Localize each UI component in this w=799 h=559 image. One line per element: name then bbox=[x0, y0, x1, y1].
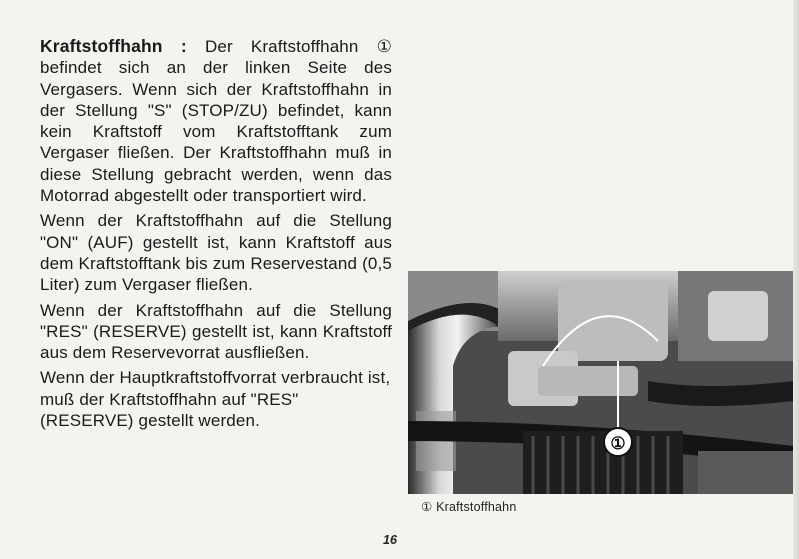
figure-caption: ① Kraftstoffhahn bbox=[421, 500, 517, 514]
body-text bbox=[40, 36, 392, 435]
paragraph-2: Wenn der Kraftstoffhahn auf die Stellung "ON" (AUF) gestellt ist, kann Kraftstoff aus dem Kraftstofftank bis zum Reservestand (0,5 Liter) zum Vergaser fließen. bbox=[40, 211, 392, 295]
paragraph-3: Wenn der Kraftstoffhahn auf die Stellung "RES" (RESERVE) gestellt ist, kann Kraftstoff aus dem Reservevorrat ausfließen. bbox=[40, 300, 392, 363]
callout-marker: ① bbox=[610, 434, 626, 453]
paragraph-1 bbox=[40, 36, 392, 206]
paragraph-4: Wenn der Hauptkraftstoffvorrat verbraucht ist, muß der Kraftstoffhahn auf "RES" (RESERVE) gestellt werden. bbox=[40, 368, 391, 431]
page-number: 16 bbox=[383, 533, 397, 547]
paragraph-1-text: Der Kraftstoffhahn ① befindet sich an der linken Seite des Vergasers. Wenn sich der Kraftstoffhahn in der Stellung "S" (STOP/ZU) befindet, kann kein Kraftstoff vom Kraftstofftank zum Vergaser fließen. Der Kraftstoffhahn muß in diese Stellung gebracht werden, wenn das Motorrad abgestellt oder transportiert wird. bbox=[40, 37, 392, 206]
section-heading: Kraftstoffhahn : bbox=[40, 36, 187, 56]
fuel-cock-photo bbox=[408, 271, 793, 494]
photo-illustration bbox=[408, 271, 793, 494]
page-edge bbox=[793, 0, 799, 559]
